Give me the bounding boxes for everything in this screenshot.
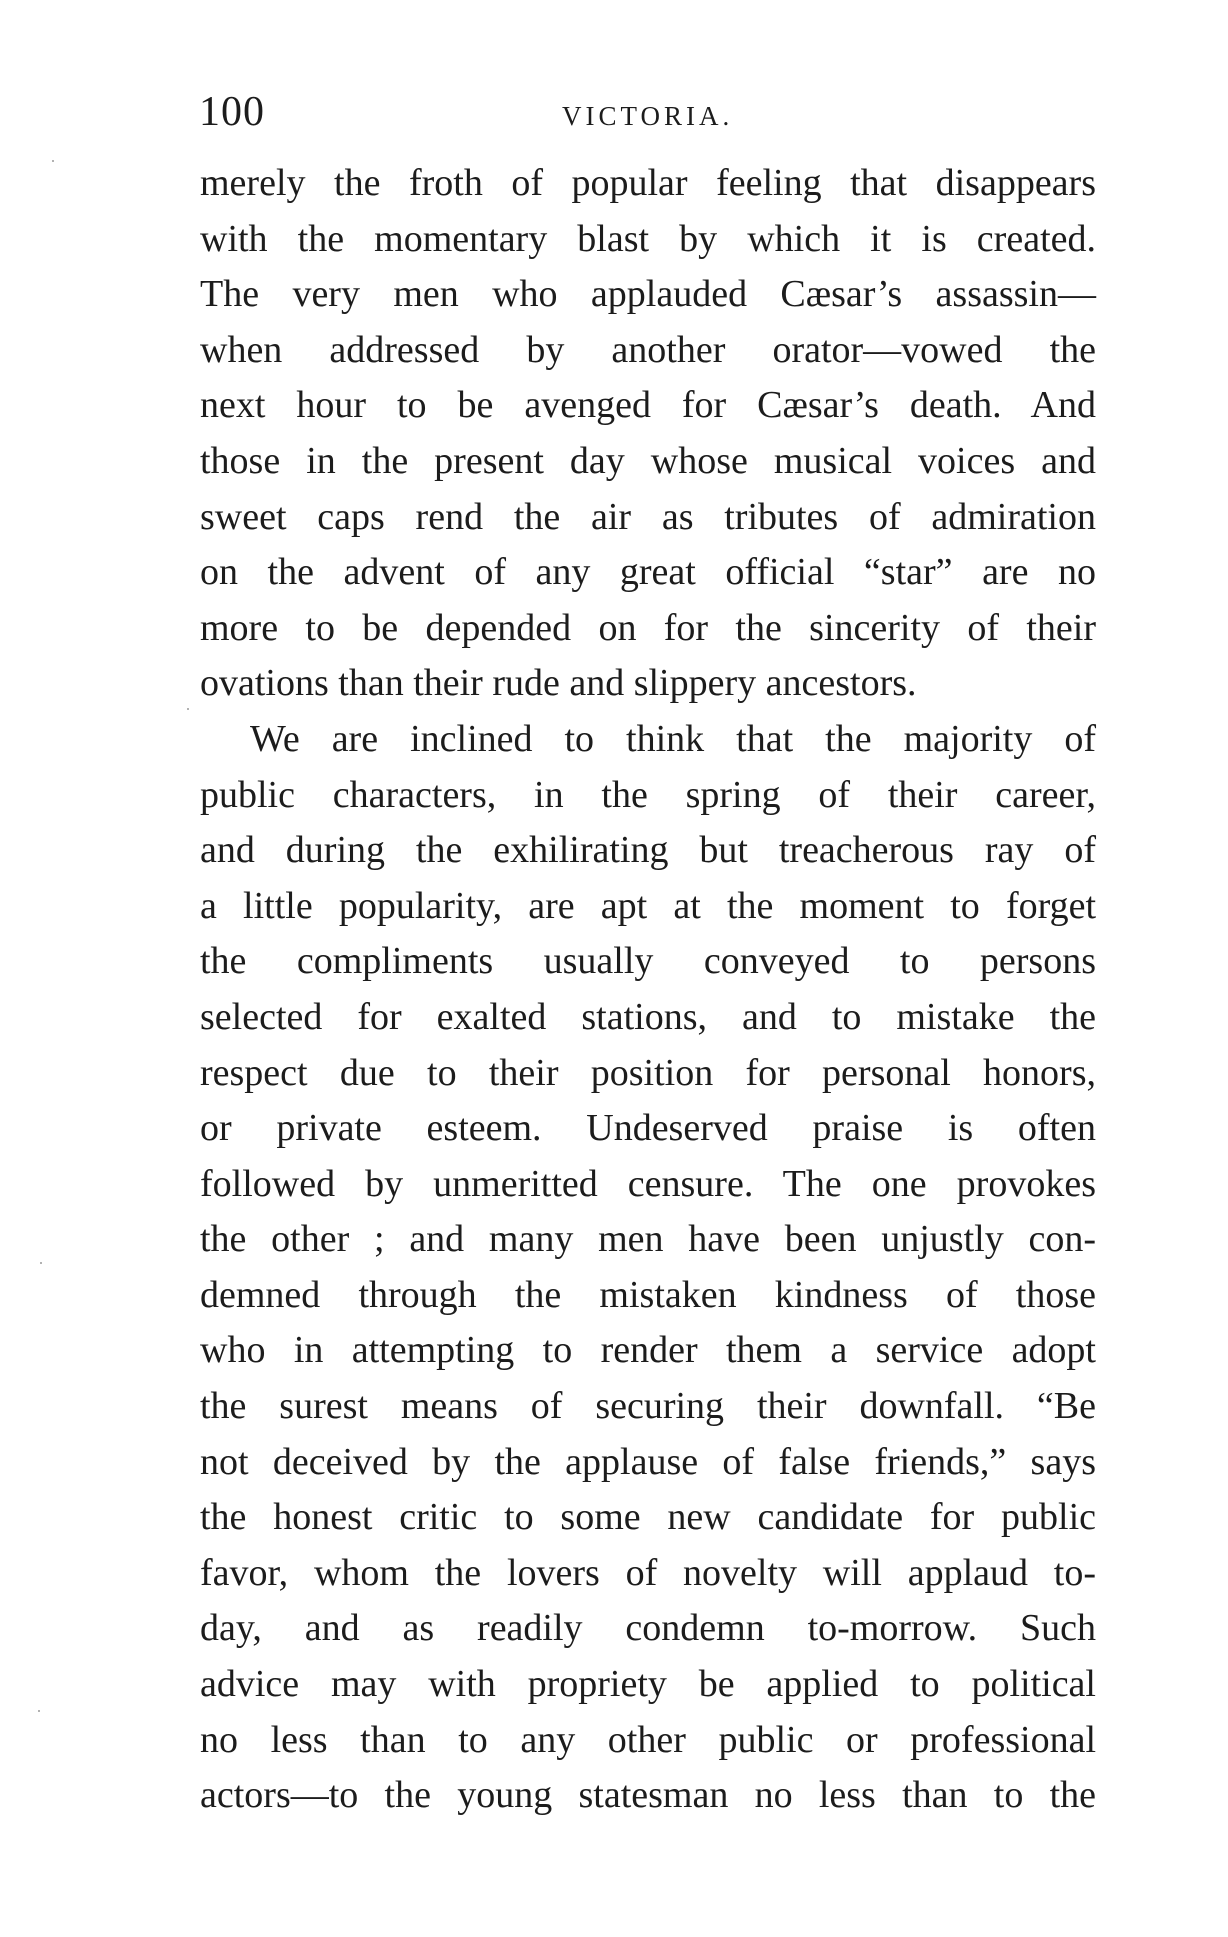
- text-line: public characters, in the spring of their career,: [200, 773, 1096, 816]
- text-line: actors—to the young statesman no less than to the: [200, 1774, 1096, 1817]
- body-text: [200, 156, 1096, 1824]
- text-line: day, and as readily condemn to-morrow. Such: [200, 1607, 1096, 1650]
- text-line: the surest means of securing their downfall. “Be: [200, 1385, 1096, 1428]
- text-line: sweet caps rend the air as tributes of admiration: [200, 495, 1096, 538]
- text-line: The very men who applauded Cæsar’s assassin—: [200, 273, 1096, 316]
- text-line: no less than to any other public or professional: [200, 1718, 1096, 1761]
- text-line: the compliments usually conveyed to persons: [200, 940, 1096, 983]
- text-line: who in attempting to render them a service adopt: [200, 1329, 1096, 1372]
- paragraph-start-line: We are inclined to think that the majority of: [250, 717, 1096, 760]
- text-line: the other ; and many men have been unjustly con-: [200, 1218, 1096, 1261]
- margin-speck: [40, 1262, 42, 1264]
- text-line: respect due to their position for personal honors,: [200, 1051, 1096, 1094]
- text-line: favor, whom the lovers of novelty will applaud to-: [200, 1551, 1096, 1594]
- text-line: with the momentary blast by which it is created.: [200, 217, 1096, 260]
- margin-speck: [187, 708, 189, 710]
- text-line: those in the present day whose musical voices and: [200, 439, 1096, 482]
- text-line: and during the exhilirating but treacherous ray of: [200, 829, 1096, 872]
- margin-speck: [38, 1710, 40, 1712]
- text-line: followed by unmeritted censure. The one provokes: [200, 1162, 1096, 1205]
- text-line: demned through the mistaken kindness of those: [200, 1273, 1096, 1316]
- text-line: next hour to be avenged for Cæsar’s death. And: [200, 384, 1096, 427]
- running-title: VICTORIA.: [562, 101, 734, 131]
- page-number: 100: [199, 89, 265, 135]
- running-head: [199, 82, 1099, 142]
- text-line: or private esteem. Undeserved praise is often: [200, 1107, 1096, 1150]
- text-line: advice may with propriety be applied to political: [200, 1663, 1096, 1706]
- text-line: on the advent of any great official “star” are no: [200, 551, 1096, 594]
- text-line: when addressed by another orator—vowed the: [200, 328, 1096, 371]
- text-line: merely the froth of popular feeling that disappears: [200, 162, 1096, 204]
- text-line: selected for exalted stations, and to mistake the: [200, 995, 1096, 1038]
- margin-speck: [52, 160, 54, 162]
- text-line: the honest critic to some new candidate for public: [200, 1496, 1096, 1539]
- text-line: not deceived by the applause of false friends,” says: [200, 1440, 1096, 1483]
- text-line: more to be depended on for the sincerity of their: [200, 606, 1096, 649]
- text-line: a little popularity, are apt at the moment to forget: [200, 884, 1096, 927]
- paragraph-end-line: ovations than their rude and slippery ancestors.: [200, 662, 917, 705]
